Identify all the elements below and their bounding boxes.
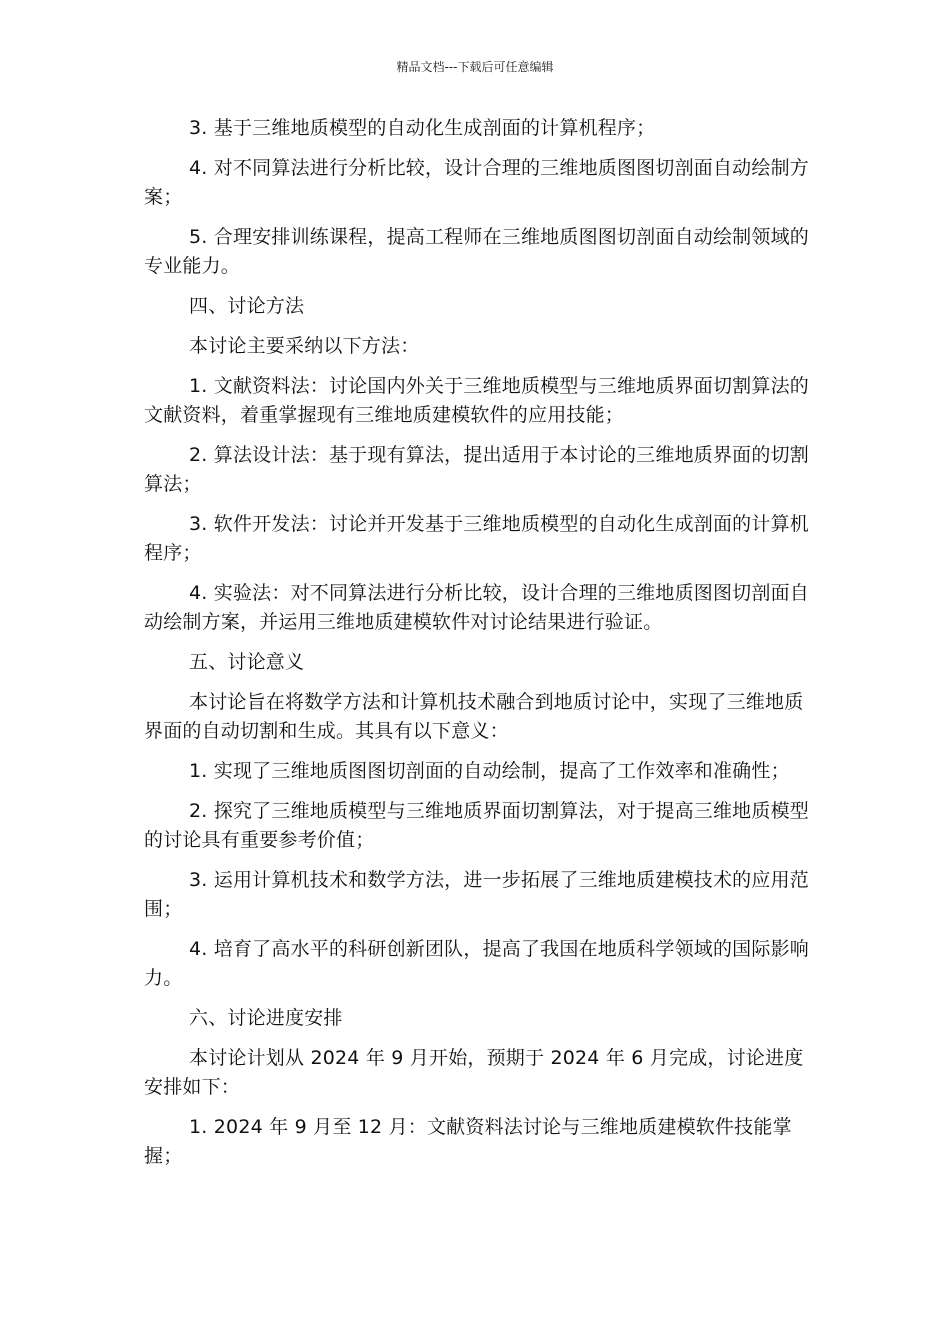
list-item: 2. 算法设计法：基于现有算法，提出适用于本讨论的三维地质界面的切割算法； <box>144 444 809 495</box>
list-item: 3. 运用计算机技术和数学方法，进一步拓展了三维地质建模技术的应用范围； <box>144 869 809 920</box>
list-item: 5. 合理安排训练课程，提高工程师在三维地质图图切剖面自动绘制领域的专业能力。 <box>144 226 809 277</box>
list-item: 3. 基于三维地质模型的自动化生成剖面的计算机程序； <box>189 117 656 139</box>
paragraph: 本讨论旨在将数学方法和计算机技术融合到地质讨论中，实现了三维地质界面的自动切割和生成。其具有以下意义： <box>144 691 804 742</box>
list-item: 1. 文献资料法：讨论国内外关于三维地质模型与三维地质界面切割算法的文献资料，着重掌握现有三维地质建模软件的应用技能； <box>144 375 809 426</box>
section-heading: 四、讨论方法 <box>189 295 305 317</box>
list-item: 1. 2024 年 9 月至 12 月：文献资料法讨论与三维地质建模软件技能掌握； <box>144 1116 792 1167</box>
paragraph: 本讨论计划从 2024 年 9 月开始，预期于 2024 年 6 月完成，讨论进度安排如下： <box>144 1047 804 1098</box>
list-item: 2. 探究了三维地质模型与三维地质界面切割算法，对于提高三维地质模型的讨论具有重要参考价值； <box>144 800 809 851</box>
section-heading: 五、讨论意义 <box>189 651 305 673</box>
list-item: 4. 实验法：对不同算法进行分析比较，设计合理的三维地质图图切剖面自动绘制方案，并运用三维地质建模软件对讨论结果进行验证。 <box>144 582 809 633</box>
document-body <box>144 114 809 1182</box>
list-item: 3. 软件开发法：讨论并开发基于三维地质模型的自动化生成剖面的计算机程序； <box>144 513 809 564</box>
paragraph: 本讨论主要采纳以下方法： <box>189 335 420 357</box>
page-header: 精品文档---下载后可任意编辑 <box>396 60 554 74</box>
list-item: 4. 培育了高水平的科研创新团队，提高了我国在地质科学领域的国际影响力。 <box>144 938 809 989</box>
section-heading: 六、讨论进度安排 <box>189 1007 343 1029</box>
list-item: 1. 实现了三维地质图图切剖面的自动绘制，提高了工作效率和准确性； <box>189 760 790 782</box>
list-item: 4. 对不同算法进行分析比较，设计合理的三维地质图图切剖面自动绘制方案； <box>144 157 809 208</box>
